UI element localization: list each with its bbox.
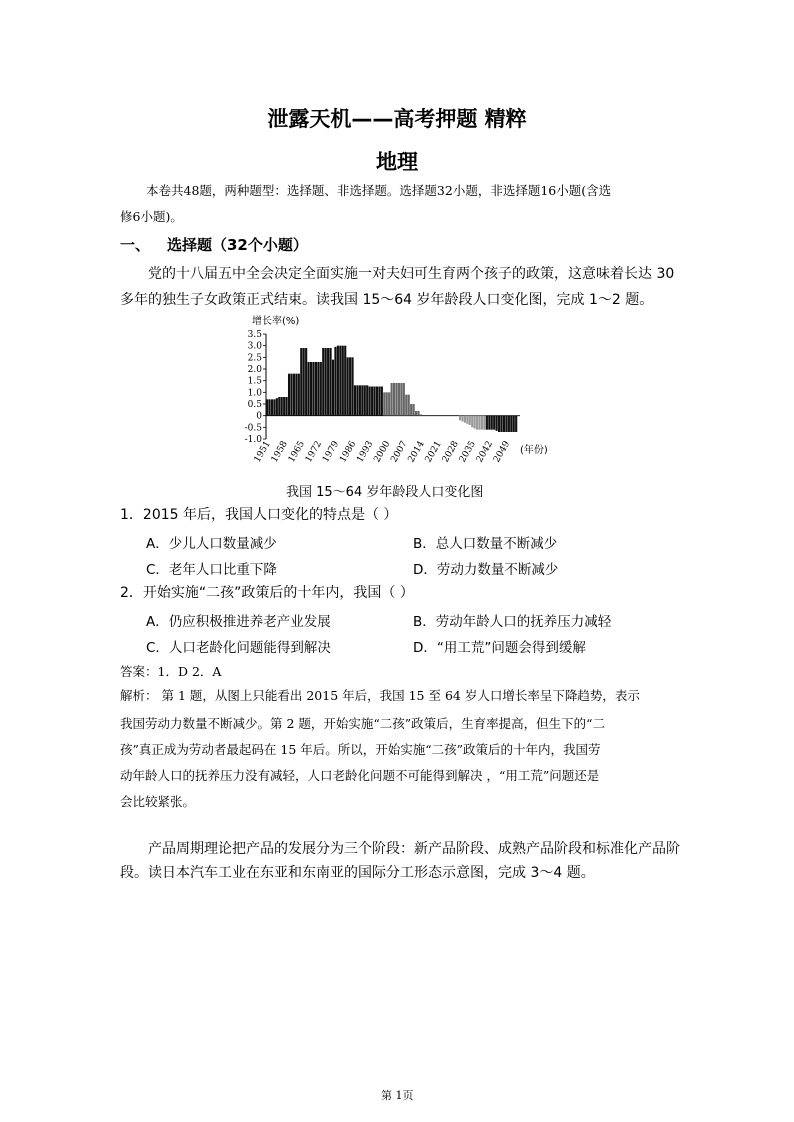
bar-2046 <box>498 416 500 432</box>
bar-2001 <box>388 392 390 415</box>
bar-2010 <box>410 404 412 416</box>
bar-2007 <box>403 383 405 416</box>
bar-2042 <box>488 416 490 430</box>
bar-1980 <box>337 346 339 416</box>
bar-1981 <box>339 346 341 416</box>
bar-1976 <box>327 348 329 416</box>
x-tick-label: 2028 <box>440 439 461 465</box>
x-tick-label: 2042 <box>474 439 496 465</box>
q2-option-d: D．“用工荒”问题会得到缓解 <box>413 640 586 656</box>
bar-2030 <box>459 416 461 421</box>
bar-2000 <box>386 392 388 415</box>
bar-1958 <box>283 397 285 416</box>
bar-1953 <box>271 399 273 415</box>
intro-line-1: 本卷共48题，两种题型：选择题、非选择题。选择题32小题，非选择题16小题(含选 <box>146 183 612 198</box>
bar-1963 <box>295 374 297 416</box>
bar-2045 <box>496 416 498 431</box>
analysis-line-5: 会比较紧张。 <box>120 794 196 809</box>
bar-1978 <box>332 360 334 416</box>
x-tick-label: 2021 <box>423 439 444 465</box>
bar-2040 <box>483 416 485 430</box>
stem2-line-2: 段。读日本汽车工业在东亚和东南亚的国际分工形态示意图，完成 3～4 题。 <box>120 865 595 881</box>
question-1: 1．2015 年后，我国人口变化的特点是（ ） <box>120 507 398 523</box>
bar-2032 <box>464 416 466 423</box>
bar-1982 <box>342 346 344 416</box>
bar-2002 <box>391 383 393 416</box>
y-tick-label: 2.5 <box>247 353 262 364</box>
bar-1986 <box>351 357 353 415</box>
bar-2037 <box>476 416 478 430</box>
x-tick-label: 1972 <box>303 439 325 465</box>
x-tick-label: 2035 <box>457 439 478 465</box>
x-tick-label: 1951 <box>252 439 273 465</box>
bar-2035 <box>471 416 473 428</box>
y-axis-label: 增长率(%) <box>252 316 300 327</box>
analysis-line-3: 孩”真正成为劳动者最起码在 15 年后。所以，开始实施“二孩”政策后的十年内，我国劳 <box>120 742 601 757</box>
bar-1971 <box>315 362 317 416</box>
bar-2011 <box>413 404 415 416</box>
bar-1974 <box>322 348 324 416</box>
bar-1995 <box>373 387 375 416</box>
bar-2044 <box>493 416 495 430</box>
bar-1975 <box>325 348 327 416</box>
bar-2014 <box>420 415 422 416</box>
x-tick-label: 2014 <box>406 439 427 465</box>
section-heading: 选择题（32个小题） <box>167 236 308 254</box>
bar-2047 <box>500 416 502 432</box>
answer-line: 答案：1．D 2．A <box>120 664 222 679</box>
subject-title: 地理 <box>376 150 418 174</box>
bar-2006 <box>400 383 402 416</box>
bar-1985 <box>349 357 351 415</box>
bar-1964 <box>298 374 300 416</box>
doc-title: 泄露天机——高考押题 精粹 <box>267 107 527 131</box>
x-tick-label: 1979 <box>321 439 342 465</box>
x-axis-label: (年份) <box>520 445 548 456</box>
q1-option-b: B．总人口数量不断减少 <box>413 536 558 552</box>
q2-option-c: C．人口老龄化问题能得到解决 <box>146 640 331 656</box>
population-growth-chart <box>230 312 560 472</box>
bar-2041 <box>486 416 488 430</box>
bar-1956 <box>278 397 280 416</box>
q1-option-d: D．劳动力数量不断减少 <box>413 562 559 578</box>
analysis-line-1: 解析： 第 1 题，从图上只能看出 2015 年后，我国 15 至 64 岁人口增长率呈下降趋势，表示 <box>120 688 640 703</box>
bar-2008 <box>405 395 407 416</box>
bar-1954 <box>273 399 275 415</box>
bar-1973 <box>320 362 322 416</box>
y-tick-label: 1.5 <box>247 376 262 387</box>
x-tick-label: 2049 <box>492 439 513 465</box>
bar-1969 <box>310 362 312 416</box>
bar-1979 <box>334 347 336 416</box>
q2-option-b: B．劳动年龄人口的抚养压力减轻 <box>413 614 612 630</box>
bar-1988 <box>356 385 358 415</box>
bar-1996 <box>376 387 378 416</box>
bar-1977 <box>330 348 332 416</box>
y-tick-label: 3.0 <box>247 341 262 352</box>
analysis-line-2: 我国劳动力数量不断减少。第 2 题，开始实施“二孩”政策后，生育率提高，但生下的“二 <box>120 716 606 731</box>
bar-2036 <box>474 416 476 429</box>
bar-2013 <box>417 411 419 416</box>
section-number: 一、 <box>120 236 151 254</box>
bar-1966 <box>303 348 305 416</box>
bar-2033 <box>466 416 468 424</box>
bar-2034 <box>469 416 471 425</box>
question-2: 2．开始实施“二孩”政策后的十年内，我国（ ） <box>120 585 414 601</box>
bar-1962 <box>293 374 295 416</box>
bar-1993 <box>369 387 371 416</box>
x-tick-label: 1986 <box>338 439 359 465</box>
bar-1999 <box>383 392 385 415</box>
bar-2009 <box>408 395 410 416</box>
bar-1960 <box>288 374 290 416</box>
bar-2043 <box>491 416 493 430</box>
bar-2003 <box>393 383 395 416</box>
bar-1990 <box>361 385 363 415</box>
bar-1972 <box>317 362 319 416</box>
bar-1989 <box>359 385 361 415</box>
bar-2053 <box>515 416 517 432</box>
bar-1984 <box>347 357 349 415</box>
y-tick-label: -1.0 <box>244 435 262 445</box>
x-tick-label: 1993 <box>355 439 376 465</box>
x-tick-label: 2000 <box>372 439 393 465</box>
bar-1961 <box>290 374 292 416</box>
bar-2005 <box>398 383 400 416</box>
bar-2004 <box>395 383 397 416</box>
bar-2051 <box>510 416 512 432</box>
chart-caption: 我国 15～64 岁年龄段人口变化图 <box>286 485 484 500</box>
y-tick-label: 0 <box>256 411 262 422</box>
stem1-line-1: 党的十八届五中全会决定全面实施一对夫妇可生育两个孩子的政策，这意味着长达 30 <box>148 266 675 282</box>
bar-1997 <box>378 387 380 416</box>
bar-2039 <box>481 416 483 430</box>
bar-1987 <box>354 385 356 415</box>
y-tick-label: 0.5 <box>247 400 262 410</box>
bar-1955 <box>276 398 278 416</box>
bar-2052 <box>513 416 515 432</box>
bar-1994 <box>371 387 373 416</box>
bar-1959 <box>286 397 288 416</box>
bar-1965 <box>300 348 302 416</box>
x-tick-label: 1965 <box>286 439 307 465</box>
bar-2012 <box>415 411 417 416</box>
q1-option-c: C．老年人口比重下降 <box>146 562 277 578</box>
bar-1952 <box>268 399 270 415</box>
bar-1957 <box>281 397 283 416</box>
page-number: 第 1页 <box>381 1089 414 1102</box>
x-tick-label: 1958 <box>269 439 290 465</box>
bar-2049 <box>505 416 507 432</box>
bar-1983 <box>344 346 346 416</box>
bar-1998 <box>381 387 383 416</box>
bar-2038 <box>478 416 480 430</box>
y-tick-label: 3.5 <box>247 330 262 340</box>
analysis-line-4: 动年龄人口的抚养压力没有减轻，人口老龄化问题不可能得到解决 ，“用工荒”问题还是 <box>120 768 600 783</box>
stem2-line-1: 产品周期理论把产品的发展分为三个阶段：新产品阶段、成熟产品阶段和标准化产品阶 <box>148 841 680 857</box>
bar-1951 <box>266 399 268 415</box>
bar-2050 <box>508 416 510 432</box>
bar-2031 <box>461 416 463 422</box>
y-tick-label: -0.5 <box>244 423 262 434</box>
bar-1968 <box>308 362 310 416</box>
bar-1970 <box>312 362 314 416</box>
q1-option-a: A．少儿人口数量减少 <box>146 536 277 552</box>
x-tick-label: 2007 <box>389 439 410 465</box>
bar-1992 <box>366 385 368 415</box>
bar-1991 <box>364 385 366 415</box>
bar-2048 <box>503 416 505 432</box>
intro-line-2: 修6小题)。 <box>120 209 183 224</box>
stem1-line-2: 多年的独生子女政策正式结束。读我国 15～64 岁年龄段人口变化图，完成 1～2 题。 <box>120 292 654 308</box>
y-tick-label: 1.0 <box>247 388 262 399</box>
y-tick-label: 2.0 <box>247 365 262 375</box>
q2-option-a: A．仍应积极推进养老产业发展 <box>146 614 331 630</box>
bar-1967 <box>305 348 307 416</box>
